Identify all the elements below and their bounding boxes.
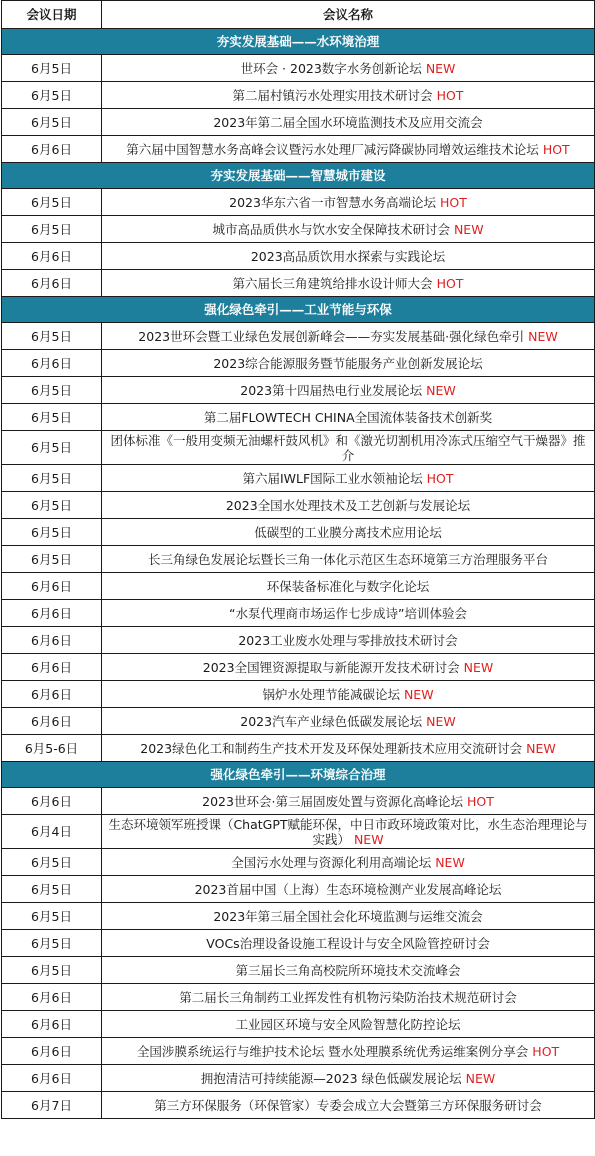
meeting-name-cell bbox=[102, 465, 595, 492]
meeting-name: 第六届IWLF国际工业水领袖论坛 bbox=[242, 470, 423, 486]
meeting-date: 6月6日 bbox=[2, 243, 102, 270]
meeting-name: 2023工业废水处理与零排放技术研讨会 bbox=[238, 632, 458, 648]
meeting-name-cell bbox=[102, 216, 595, 243]
meeting-name: 城市高品质供水与饮水安全保障技术研讨会 bbox=[212, 221, 450, 237]
meeting-date: 6月6日 bbox=[2, 984, 102, 1011]
meeting-name-cell bbox=[102, 984, 595, 1011]
meeting-date: 6月6日 bbox=[2, 136, 102, 163]
meeting-date: 6月6日 bbox=[2, 270, 102, 297]
table-row bbox=[2, 1092, 595, 1119]
meeting-date: 6月5日 bbox=[2, 876, 102, 903]
meeting-date: 6月5-6日 bbox=[2, 735, 102, 762]
table-row bbox=[2, 849, 595, 876]
table-row bbox=[2, 930, 595, 957]
meeting-name: 锅炉水处理节能减碳论坛 bbox=[262, 686, 400, 702]
meeting-date: 6月5日 bbox=[2, 903, 102, 930]
meeting-name-cell bbox=[102, 431, 595, 465]
table-row bbox=[2, 984, 595, 1011]
meeting-name: 工业园区环境与安全风险智慧化防控论坛 bbox=[235, 1016, 461, 1032]
meeting-date: 6月6日 bbox=[2, 788, 102, 815]
table-row bbox=[2, 109, 595, 136]
meeting-name: 全国污水处理与资源化利用高端论坛 bbox=[231, 854, 432, 870]
meeting-date: 6月5日 bbox=[2, 216, 102, 243]
section-title: 夯实发展基础——智慧城市建设 bbox=[2, 163, 595, 189]
name-column-header: 会议名称 bbox=[102, 1, 595, 29]
status-badge: HOT bbox=[436, 87, 464, 103]
meeting-name: 第三方环保服务（环保管家）专委会成立大会暨第三方环保服务研讨会 bbox=[154, 1097, 542, 1113]
meeting-name-cell bbox=[102, 243, 595, 270]
meeting-name-cell bbox=[102, 708, 595, 735]
section-header-row bbox=[2, 163, 595, 189]
status-badge: NEW bbox=[435, 854, 465, 870]
table-row bbox=[2, 681, 595, 708]
status-badge: NEW bbox=[426, 382, 456, 398]
meeting-name: 2023世环会暨工业绿色发展创新峰会——夯实发展基础·强化绿色牵引 bbox=[138, 328, 525, 344]
meeting-name: 环保装备标准化与数字化论坛 bbox=[266, 578, 430, 594]
table-row bbox=[2, 136, 595, 163]
table-row bbox=[2, 404, 595, 431]
table-row bbox=[2, 1065, 595, 1092]
meeting-name: 2023汽车产业绿色低碳发展论坛 bbox=[240, 713, 423, 729]
meeting-name-cell bbox=[102, 404, 595, 431]
status-badge: NEW bbox=[425, 60, 456, 76]
meeting-date: 6月7日 bbox=[2, 1092, 102, 1119]
meeting-date: 6月5日 bbox=[2, 55, 102, 82]
meeting-name-cell bbox=[102, 627, 595, 654]
meeting-date: 6月5日 bbox=[2, 519, 102, 546]
status-badge: NEW bbox=[528, 328, 558, 344]
meeting-name-cell bbox=[102, 270, 595, 297]
meeting-name-cell bbox=[102, 815, 595, 849]
meeting-name: 长三角绿色发展论坛暨长三角一体化示范区生态环境第三方治理服务平台 bbox=[147, 551, 548, 567]
meeting-name-cell bbox=[102, 1065, 595, 1092]
meeting-name-cell bbox=[102, 189, 595, 216]
meeting-name: 2023高品质饮用水探索与实践论坛 bbox=[250, 248, 446, 264]
table-row bbox=[2, 350, 595, 377]
meeting-date: 6月5日 bbox=[2, 546, 102, 573]
meeting-date: 6月5日 bbox=[2, 465, 102, 492]
meeting-name-cell bbox=[102, 109, 595, 136]
table-row bbox=[2, 788, 595, 815]
status-badge: NEW bbox=[463, 659, 494, 675]
meeting-name-cell bbox=[102, 519, 595, 546]
table-row bbox=[2, 573, 595, 600]
meeting-name-cell bbox=[102, 788, 595, 815]
status-badge: NEW bbox=[453, 221, 484, 237]
meeting-date: 6月5日 bbox=[2, 404, 102, 431]
meeting-name: VOCs治理设备设施工程设计与安全风险管控研讨会 bbox=[206, 935, 490, 951]
meeting-name-cell bbox=[102, 1011, 595, 1038]
status-badge: HOT bbox=[426, 470, 454, 486]
table-row bbox=[2, 323, 595, 350]
meeting-name-cell bbox=[102, 573, 595, 600]
status-badge: NEW bbox=[426, 713, 456, 729]
status-badge: HOT bbox=[542, 141, 570, 157]
meeting-name-cell bbox=[102, 681, 595, 708]
meeting-name-cell bbox=[102, 350, 595, 377]
meeting-name: 拥抱清洁可持续能源—2023 绿色低碳发展论坛 bbox=[200, 1070, 462, 1086]
meeting-date: 6月5日 bbox=[2, 849, 102, 876]
meeting-name-cell bbox=[102, 377, 595, 404]
meeting-name: 第二届FLOWTECH CHINA全国流体装备技术创新奖 bbox=[203, 409, 493, 425]
section-title: 强化绿色牵引——工业节能与环保 bbox=[2, 297, 595, 323]
table-row bbox=[2, 654, 595, 681]
section-header-row bbox=[2, 762, 595, 788]
meeting-name: “水泵代理商市场运作七步成诗”培训体验会 bbox=[229, 605, 467, 621]
table-row bbox=[2, 735, 595, 762]
meeting-name: 第六届中国智慧水务高峰会议暨污水处理厂减污降碳协同增效运维技术论坛 bbox=[126, 141, 539, 157]
meeting-date: 6月6日 bbox=[2, 600, 102, 627]
meeting-name-cell bbox=[102, 136, 595, 163]
meeting-name-cell bbox=[102, 492, 595, 519]
table-header-row bbox=[2, 1, 595, 29]
meeting-date: 6月5日 bbox=[2, 189, 102, 216]
table-row bbox=[2, 519, 595, 546]
meeting-name: 2023年第三届全国社会化环境监测与运维交流会 bbox=[213, 908, 483, 924]
table-row bbox=[2, 876, 595, 903]
meeting-name: 2023首届中国（上海）生态环境检测产业发展高峰论坛 bbox=[194, 881, 502, 897]
table-row bbox=[2, 903, 595, 930]
meeting-date: 6月6日 bbox=[2, 1011, 102, 1038]
table-body bbox=[2, 29, 595, 1119]
meeting-name: 2023全国水处理技术及工艺创新与发展论坛 bbox=[225, 497, 471, 513]
table-row bbox=[2, 216, 595, 243]
meeting-name-cell bbox=[102, 930, 595, 957]
table-row bbox=[2, 431, 595, 465]
meeting-date: 6月4日 bbox=[2, 815, 102, 849]
meeting-date: 6月5日 bbox=[2, 82, 102, 109]
meeting-date: 6月6日 bbox=[2, 708, 102, 735]
meeting-date: 6月6日 bbox=[2, 681, 102, 708]
meeting-date: 6月5日 bbox=[2, 377, 102, 404]
meeting-name-cell bbox=[102, 654, 595, 681]
meeting-name-cell bbox=[102, 55, 595, 82]
meeting-name-cell bbox=[102, 1092, 595, 1119]
status-badge: HOT bbox=[436, 275, 464, 291]
status-badge: NEW bbox=[526, 740, 556, 756]
meeting-name: 2023综合能源服务暨节能服务产业创新发展论坛 bbox=[213, 355, 483, 371]
status-badge: HOT bbox=[532, 1043, 560, 1059]
meeting-name: 世环会 · 2023数字水务创新论坛 bbox=[240, 60, 422, 76]
meeting-date: 6月6日 bbox=[2, 1065, 102, 1092]
status-badge: HOT bbox=[466, 793, 494, 809]
meeting-date: 6月6日 bbox=[2, 654, 102, 681]
status-badge: NEW bbox=[403, 686, 434, 702]
meeting-name-cell bbox=[102, 735, 595, 762]
meeting-name-cell bbox=[102, 849, 595, 876]
meeting-date: 6月5日 bbox=[2, 323, 102, 350]
status-badge: NEW bbox=[353, 831, 384, 847]
meeting-name-cell bbox=[102, 903, 595, 930]
meeting-name-cell bbox=[102, 82, 595, 109]
table-row bbox=[2, 708, 595, 735]
table-row bbox=[2, 815, 595, 849]
meeting-name-cell bbox=[102, 600, 595, 627]
meeting-name: 2023绿色化工和制药生产技术开发及环保处理新技术应用交流研讨会 bbox=[140, 740, 523, 756]
meeting-name: 第三届长三角高校院所环境技术交流峰会 bbox=[235, 962, 461, 978]
meeting-date: 6月5日 bbox=[2, 957, 102, 984]
meeting-date: 6月6日 bbox=[2, 627, 102, 654]
table-row bbox=[2, 243, 595, 270]
meeting-name: 2023世环会·第三届固废处置与资源化高峰论坛 bbox=[202, 793, 463, 809]
table-row bbox=[2, 1011, 595, 1038]
meeting-name: 低碳型的工业膜分离技术应用论坛 bbox=[254, 524, 442, 540]
table-row bbox=[2, 465, 595, 492]
table-row bbox=[2, 492, 595, 519]
date-column-header: 会议日期 bbox=[2, 1, 102, 29]
section-title: 夯实发展基础——水环境治理 bbox=[2, 29, 595, 55]
status-badge: NEW bbox=[465, 1070, 496, 1086]
meeting-name: 第六届长三角建筑给排水设计师大会 bbox=[232, 275, 433, 291]
section-header-row bbox=[2, 29, 595, 55]
table-row bbox=[2, 270, 595, 297]
meeting-name: 2023第十四届热电行业发展论坛 bbox=[240, 382, 423, 398]
meeting-name: 2023全国锂资源提取与新能源开发技术研讨会 bbox=[202, 659, 460, 675]
meeting-name: 2023华东六省一市智慧水务高端论坛 bbox=[229, 194, 436, 210]
meeting-date: 6月6日 bbox=[2, 350, 102, 377]
table-row bbox=[2, 189, 595, 216]
meeting-name: 团体标准《一般用变频无油螺杆鼓风机》和《激光切割机用冷冻式压缩空气干燥器》推介 bbox=[110, 432, 586, 463]
meeting-name: 第二届村镇污水处理实用技术研讨会 bbox=[232, 87, 433, 103]
table-row bbox=[2, 377, 595, 404]
meeting-name: 2023年第二届全国水环境监测技术及应用交流会 bbox=[213, 114, 483, 130]
meeting-name-cell bbox=[102, 1038, 595, 1065]
section-title: 强化绿色牵引——环境综合治理 bbox=[2, 762, 595, 788]
table-row bbox=[2, 55, 595, 82]
meeting-date: 6月5日 bbox=[2, 492, 102, 519]
meeting-name-cell bbox=[102, 957, 595, 984]
table-row bbox=[2, 957, 595, 984]
table-row bbox=[2, 546, 595, 573]
meeting-date: 6月5日 bbox=[2, 431, 102, 465]
section-header-row bbox=[2, 297, 595, 323]
table-row bbox=[2, 600, 595, 627]
meeting-name-cell bbox=[102, 546, 595, 573]
table-row bbox=[2, 1038, 595, 1065]
table-row bbox=[2, 627, 595, 654]
meeting-date: 6月5日 bbox=[2, 930, 102, 957]
meeting-name: 全国涉膜系统运行与维护技术论坛 暨水处理膜系统优秀运维案例分享会 bbox=[136, 1043, 529, 1059]
meeting-name-cell bbox=[102, 876, 595, 903]
meeting-date: 6月6日 bbox=[2, 573, 102, 600]
meeting-name: 第二届长三角制药工业挥发性有机物污染防治技术规范研讨会 bbox=[179, 989, 517, 1005]
status-badge: HOT bbox=[439, 194, 467, 210]
meeting-name-cell bbox=[102, 323, 595, 350]
conference-schedule-table bbox=[1, 0, 595, 1119]
meeting-name: 生态环境领军班授课（ChatGPT赋能环保，中日市政环境政策对比，水生态治理理论与实践） bbox=[108, 816, 588, 847]
meeting-date: 6月5日 bbox=[2, 109, 102, 136]
table-row bbox=[2, 82, 595, 109]
meeting-date: 6月6日 bbox=[2, 1038, 102, 1065]
